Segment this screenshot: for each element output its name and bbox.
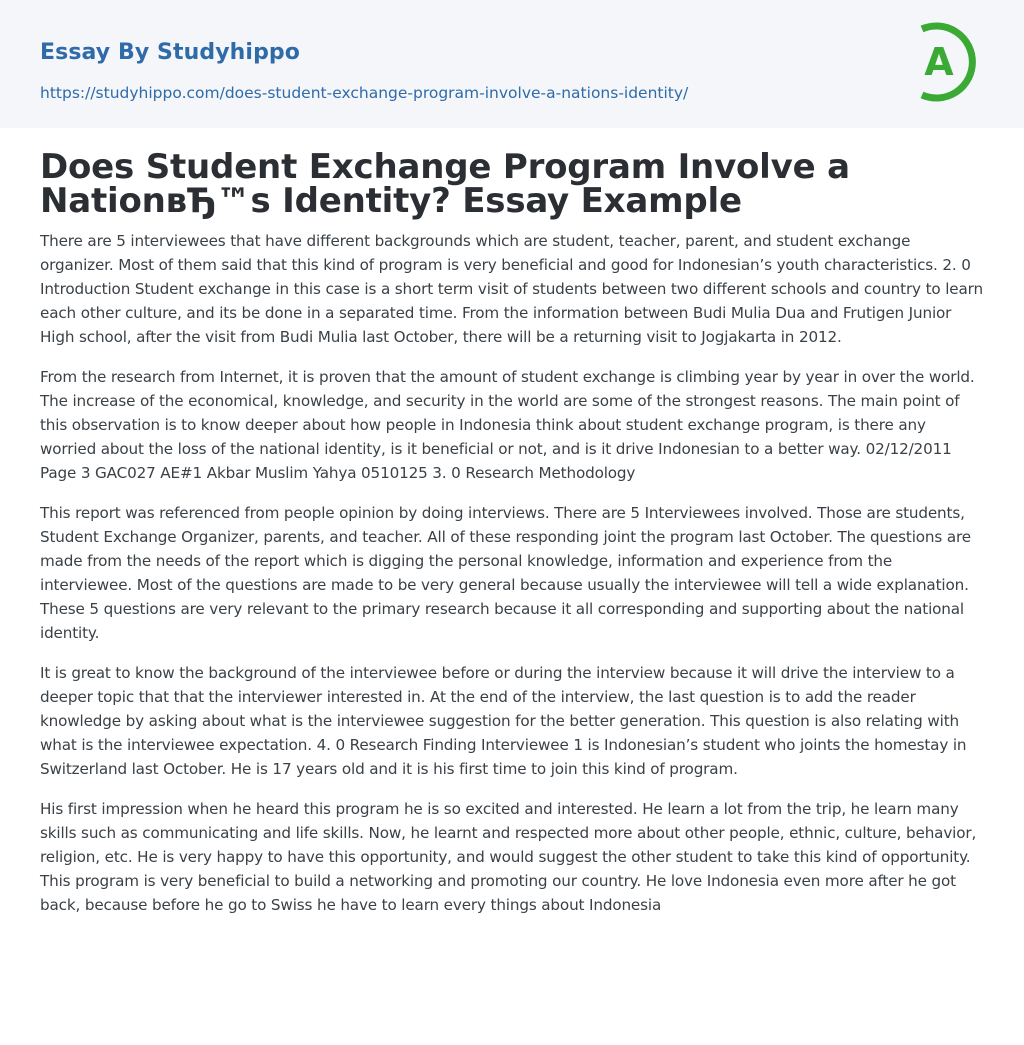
studyhippo-logo-icon[interactable] <box>912 19 986 105</box>
article-body <box>40 229 986 933</box>
article-paragraph: There are 5 interviewees that have different backgrounds which are student, teacher, parent, and student exchange organizer. Most of them said that this kind of program is very beneficial and good for Indonesian’s youth characteristics. 2. 0 Introduction Student exchange in this case is a short term visit of students between two different schools and country to learn each other culture, and its be done in a separated time. From the information between Budi Mulia Dua and Frutigen Junior High school, after the visit from Budi Mulia last October, there will be a returning visit to Jogjakarta in 2012. <box>40 232 983 346</box>
site-brand[interactable]: Essay By Studyhippo <box>40 40 300 65</box>
site-header <box>0 0 1024 128</box>
article-paragraph: This report was referenced from people opinion by doing interviews. There are 5 Interviewees involved. Those are students, Student Exchange Organizer, parents, and teacher. All of these responding joint the program last October. The questions are made from the needs of the report which is digging the personal knowledge, information and experience from the interviewee. Most of the questions are made to be very general because usually the interviewee will tell a wide explanation. These 5 questions are very relevant to the primary research because it all corresponding and supporting about the national identity. <box>40 504 971 642</box>
source-url-link[interactable]: https://studyhippo.com/does-student-exchange-program-involve-a-nations-identity/ <box>40 84 689 102</box>
article-title: Does Student Exchange Program Involve a NationвЂ™s Identity? Essay Example <box>40 147 850 221</box>
article-paragraph: His first impression when he heard this program he is so excited and interested. He learn a lot from the trip, he learn many skills such as communicating and life skills. Now, he learnt and respected more about other people, ethnic, culture, behavior, religion, etc. He is very happy to have this opportunity, and would suggest the other student to take this kind of opportunity. This program is very beneficial to build a networking and promoting our country. He love Indonesia even more after he got back, because before he go to Swiss he have to learn every things about Indonesia <box>40 800 977 914</box>
article-paragraph: It is great to know the background of the interviewee before or during the interview because it will drive the interview to a deeper topic that that the interviewer interested in. At the end of the interview, the last question is to add the reader knowledge by asking about what is the interviewee suggestion for the better generation. This question is also relating with what is the interviewee expectation. 4. 0 Research Finding Interviewee 1 is Indonesian’s student who joints the homestay in Switzerland last October. He is 17 years old and it is his first time to join this kind of program. <box>40 664 967 778</box>
logo-letter: A <box>924 40 954 84</box>
article-paragraph: From the research from Internet, it is proven that the amount of student exchange is climbing year by year in over the world. The increase of the economical, knowledge, and security in the world are some of the strongest reasons. The main point of this observation is to know deeper about how people in Indonesia think about student exchange program, is there any worried about the loss of the national identity, is it beneficial or not, and is it drive Indonesian to a better way. 02/12/2011 Page 3 GAC027 AE#1 Akbar Muslim Yahya 0510125 3. 0 Research Methodology <box>40 368 975 482</box>
